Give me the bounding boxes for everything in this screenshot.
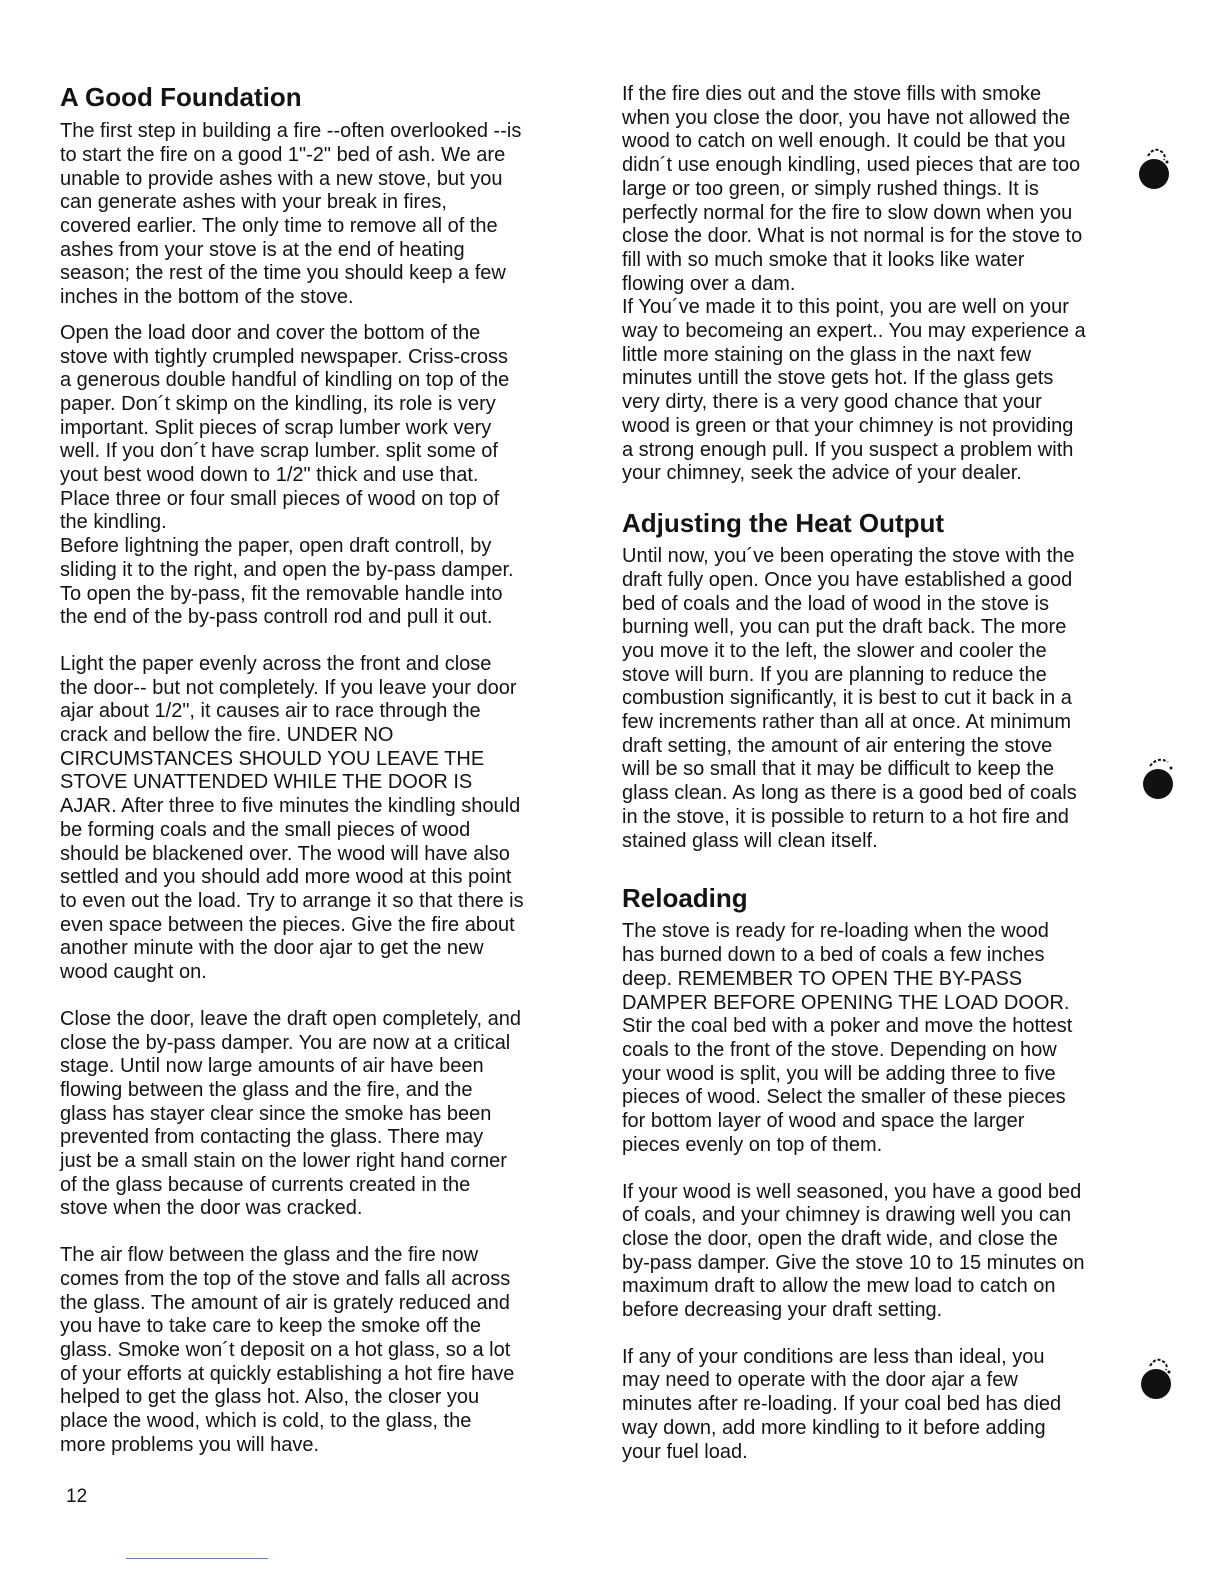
paragraph-reload-ready: The stove is ready for re-loading when the wood has burned down to a bed of coals a few inches deep. REMEMBER TO OPEN THE BY-PASS DAMPER BEFORE OPENING THE LOAD DOOR. Stir the coal bed with a poker and move the hottest coals to the front of the stove. Depending on how your wood is split, you will be adding three to five pieces of wood. Select the smaller of these pieces for bottom layer of wood and space the larger pieces evenly on top of them. [622, 920, 1073, 1156]
bomb-icon [1136, 142, 1176, 190]
paragraph-well-seasoned: If your wood is well seasoned, you have a good bed of coals, and your chimney is drawing well you can close the door, open the draft wide, and close the by-pass damper. Give the stove 10 to 15 minutes on maximum draft to allow the mew load to catch on before decreasing your draft setting. [622, 1180, 1085, 1322]
paragraph-air-flow: The air flow between the glass and the fire now comes from the top of the stove and falls all across the glass. The amount of air is grately reduced and you have to take care to keep the smoke off the glass. Smoke won´t deposit on a hot glass, so a lot of your efforts at quickly establishing a hot fire have helped to get the glass hot. Also, the closer you place the wood, which is cold, to the glass, the more problems you will have. [60, 1244, 515, 1456]
paragraph-heat-output: Until now, you´ve been operating the stove with the draft fully open. Once you have established a good bed of coals and the load of wood in the stove is burning well, you can put the draft back. The more you move it to the left, the slower and cooler the stove will burn. If you are planning to reduce the combustion significantly, it is best to cut it back in a few increments rather than all at once. At minimum draft setting, the amount of air entering the stove will be so small that it may be difficult to keep the glass clean. As long as there is a good bed of coals in the stove, it is possible to return to a hot fire and stained glass will clean itself. [622, 545, 1077, 852]
paragraph-less-than-ideal: If any of your conditions are less than ideal, you may need to operate with the door ajar a few minutes after re-loading. If your coal bed has died way down, add more kindling to it before adding your fuel load. [622, 1345, 1062, 1463]
section-title-good-foundation: A Good Foundation [60, 82, 302, 112]
paragraph-kindling: Open the load door and cover the bottom of the stove with tightly crumpled newspaper. Criss-cross a generous double handful of kindling on top of the paper. Don´t skimp on the kindling, its role is very important. Split pieces of scrap lumber work very well. If you don´t have scrap lumber. split some of yout best wood down to 1/2" thick and use that. Place three or four small pieces of wood on top of the kindling. Before lightning the paper, open draft controll, by sliding it to the right, and open the by-pass damper. To open the by-pass, fit the removable handle into the end of the by-pass controll rod and pull it out. [60, 321, 514, 629]
bomb-icon [1140, 752, 1180, 800]
bomb-icon [1138, 1352, 1178, 1400]
section-title-reloading: Reloading [622, 883, 748, 914]
paragraph-ash-bed: The first step in building a fire --often overlooked --is to start the fire on a good 1"-2" bed of ash. We are unable to provide ashes with a new stove, but you can generate ashes with your break in fires, covered earlier. The only time to remove all of the ashes from your stove is at the end of heating season; the rest of the time you should keep a few inches in the bottom of the stove. [60, 120, 522, 309]
section-title-heat-output: Adjusting the Heat Output [622, 507, 945, 538]
footer-rule [126, 1558, 268, 1559]
paragraph-light-paper: Light the paper evenly across the front and close the door-- but not completely. If you leave your door ajar about 1/2", it causes air to race through the crack and bellow the fire. UNDER NO CIRCUMSTANCES SHOULD YOU LEAVE THE STOVE UNATTENDED WHILE THE DOOR IS AJAR. After three to five minutes the kindling should be forming coals and the small pieces of wood should be blackened over. The wood will have also settled and you should add more wood at this point to even out the load. Try to arrange it so that there is even space between the pieces. Give the fire about another minute with the door ajar to get the new wood caught on. [60, 652, 524, 984]
paragraph-fire-dies-out: If the fire dies out and the stove fills with smoke when you close the door, you have not allowed the wood to catch on well enough. It could be that you didn´t use enough kindling, used pieces that are too large or too green, or simply rushed things. It is perfectly normal for the fire to slow down when you close the door. What is not normal is for the stove to fill with so much smoke that it looks like water flowing over a dam. If You´ve made it to this point, you are well on your way to becomeing an expert.. You may experience a little more staining on the glass in the naxt few minutes untill the stove gets hot. If the glass gets very dirty, there is a very good chance that your wood is green or that your chimney is not providing a strong enough pull. If you suspect a problem with your chimney, seek the advice of your dealer. [622, 83, 1086, 485]
right-column [622, 83, 1144, 1464]
left-column [60, 82, 580, 1457]
page-number: 12 [66, 1486, 88, 1507]
paragraph-close-door: Close the door, leave the draft open completely, and close the by-pass damper. You are now at a critical stage. Until now large amounts of air have been flowing between the glass and the fire, and the glass has stayer clear since the smoke has been prevented from contacting the glass. There may just be a small stain on the lower right hand corner of the glass because of currents created in the stove when the door was cracked. [60, 1007, 522, 1220]
